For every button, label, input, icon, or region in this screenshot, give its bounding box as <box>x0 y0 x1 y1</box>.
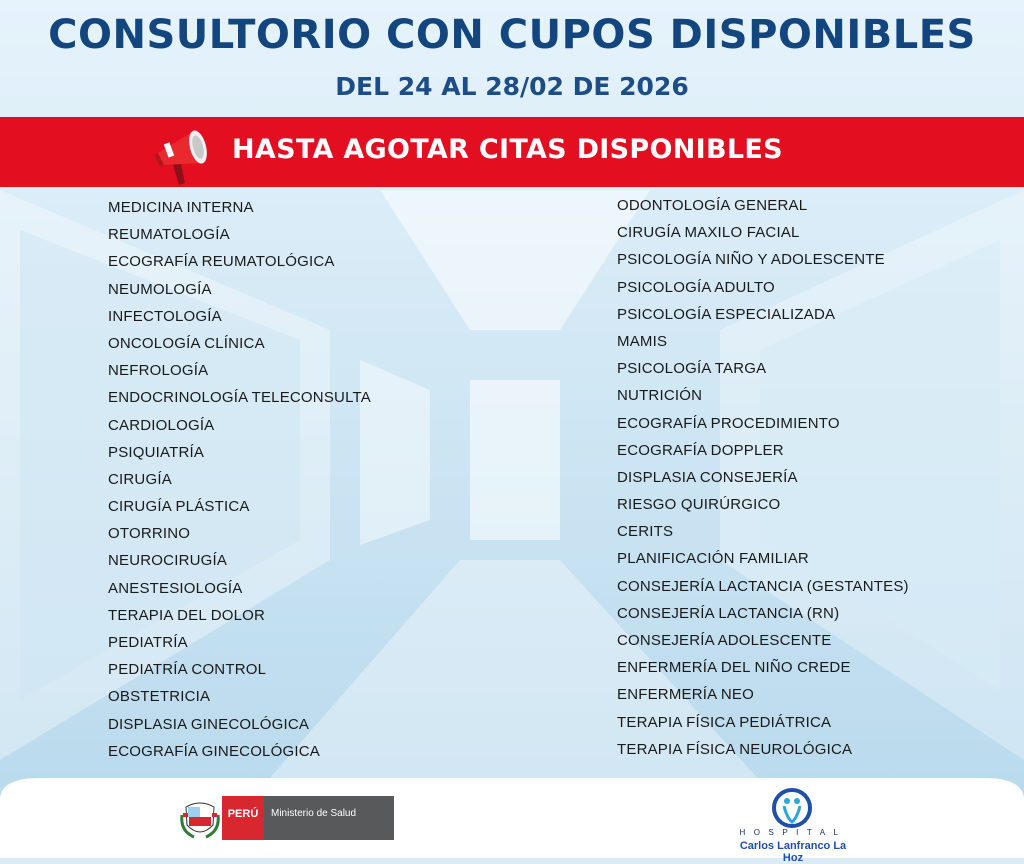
list-item: PSIQUIATRÍA <box>108 443 205 461</box>
list-item: PLANIFICACIÓN FAMILIAR <box>617 550 809 568</box>
list-item: ODONTOLOGÍA GENERAL <box>617 197 808 214</box>
list-item: CIRUGÍA PLÁSTICA <box>108 498 250 516</box>
list-item: INFECTOLOGÍA <box>108 307 222 325</box>
list-item: OTORRINO <box>108 525 191 543</box>
list-item: PEDIATRÍA <box>108 634 188 651</box>
list-item: PEDIATRÍA CONTROL <box>108 661 267 679</box>
list-item: TERAPIA DEL DOLOR <box>108 606 266 624</box>
list-item: CONSEJERÍA LACTANCIA (GESTANTES) <box>617 577 909 595</box>
page-title: CONSULTORIO CON CUPOS DISPONIBLES <box>48 12 976 58</box>
list-item: ECOGRAFÍA GINECOLÓGICA <box>108 742 320 760</box>
list-item: PSICOLOGÍA TARGA <box>617 360 767 378</box>
list-item: NEUROCIRUGÍA <box>108 552 228 570</box>
list-item: ENFERMERÍA DEL NIÑO CREDE <box>617 659 851 677</box>
list-item: TERAPIA FÍSICA NEUROLÓGICA <box>617 740 853 758</box>
list-item: ENDOCRINOLOGÍA TELECONSULTA <box>108 389 371 407</box>
list-item: DISPLASIA GINECOLÓGICA <box>108 715 310 733</box>
peru-label: PERÚ <box>227 808 259 820</box>
list-item: ECOGRAFÍA PROCEDIMIENTO <box>617 414 840 432</box>
specialties-right-list <box>617 192 909 763</box>
banner-text: HASTA AGOTAR CITAS DISPONIBLES <box>232 134 783 165</box>
list-item: CONSEJERÍA ADOLESCENTE <box>617 632 832 649</box>
list-item: MEDICINA INTERNA <box>108 199 254 216</box>
list-item: NEUMOLOGÍA <box>108 280 212 298</box>
list-item: OBSTETRICIA <box>108 688 211 706</box>
list-item: ENFERMERÍA NEO <box>617 686 754 704</box>
list-item: NUTRICIÓN <box>617 387 703 405</box>
list-item: NEFROLOGÍA <box>108 362 209 380</box>
list-item: ECOGRAFÍA DOPPLER <box>617 441 784 459</box>
date-range-subtitle: DEL 24 AL 28/02 DE 2026 <box>335 72 689 101</box>
list-item: ANESTESIOLOGÍA <box>108 579 243 597</box>
list-item: MAMIS <box>617 332 668 350</box>
list-item: PSICOLOGÍA ADULTO <box>617 278 775 296</box>
list-item: PSICOLOGÍA NIÑO Y ADOLESCENTE <box>617 251 885 269</box>
list-item: CIRUGÍA MAXILO FACIAL <box>617 224 800 242</box>
hospital-logo-icon <box>765 788 819 828</box>
list-item: DISPLASIA CONSEJERÍA <box>617 468 798 486</box>
list-item: CERITS <box>617 523 674 541</box>
list-item: CIRUGÍA <box>108 470 172 488</box>
list-item: TERAPIA FÍSICA PEDIÁTRICA <box>617 713 832 731</box>
hospital-name: Carlos Lanfranco La Hoz <box>739 840 847 864</box>
list-item: ONCOLOGÍA CLÍNICA <box>108 334 265 352</box>
specialties-left-list <box>108 194 371 765</box>
list-item: PSICOLOGÍA ESPECIALIZADA <box>617 305 836 323</box>
list-item: CONSEJERÍA LACTANCIA (RN) <box>617 604 840 622</box>
list-item: CARDIOLOGÍA <box>108 416 215 434</box>
hospital-label: HOSPITAL <box>739 828 847 837</box>
ministry-label: Ministerio de Salud <box>271 808 357 819</box>
list-item: ECOGRAFÍA REUMATOLÓGICA <box>108 253 335 271</box>
peru-coat-of-arms-icon <box>180 797 220 841</box>
list-item: REUMATOLOGÍA <box>108 226 230 244</box>
list-item: RIESGO QUIRÚRGICO <box>617 496 781 514</box>
megaphone-icon <box>150 125 214 189</box>
